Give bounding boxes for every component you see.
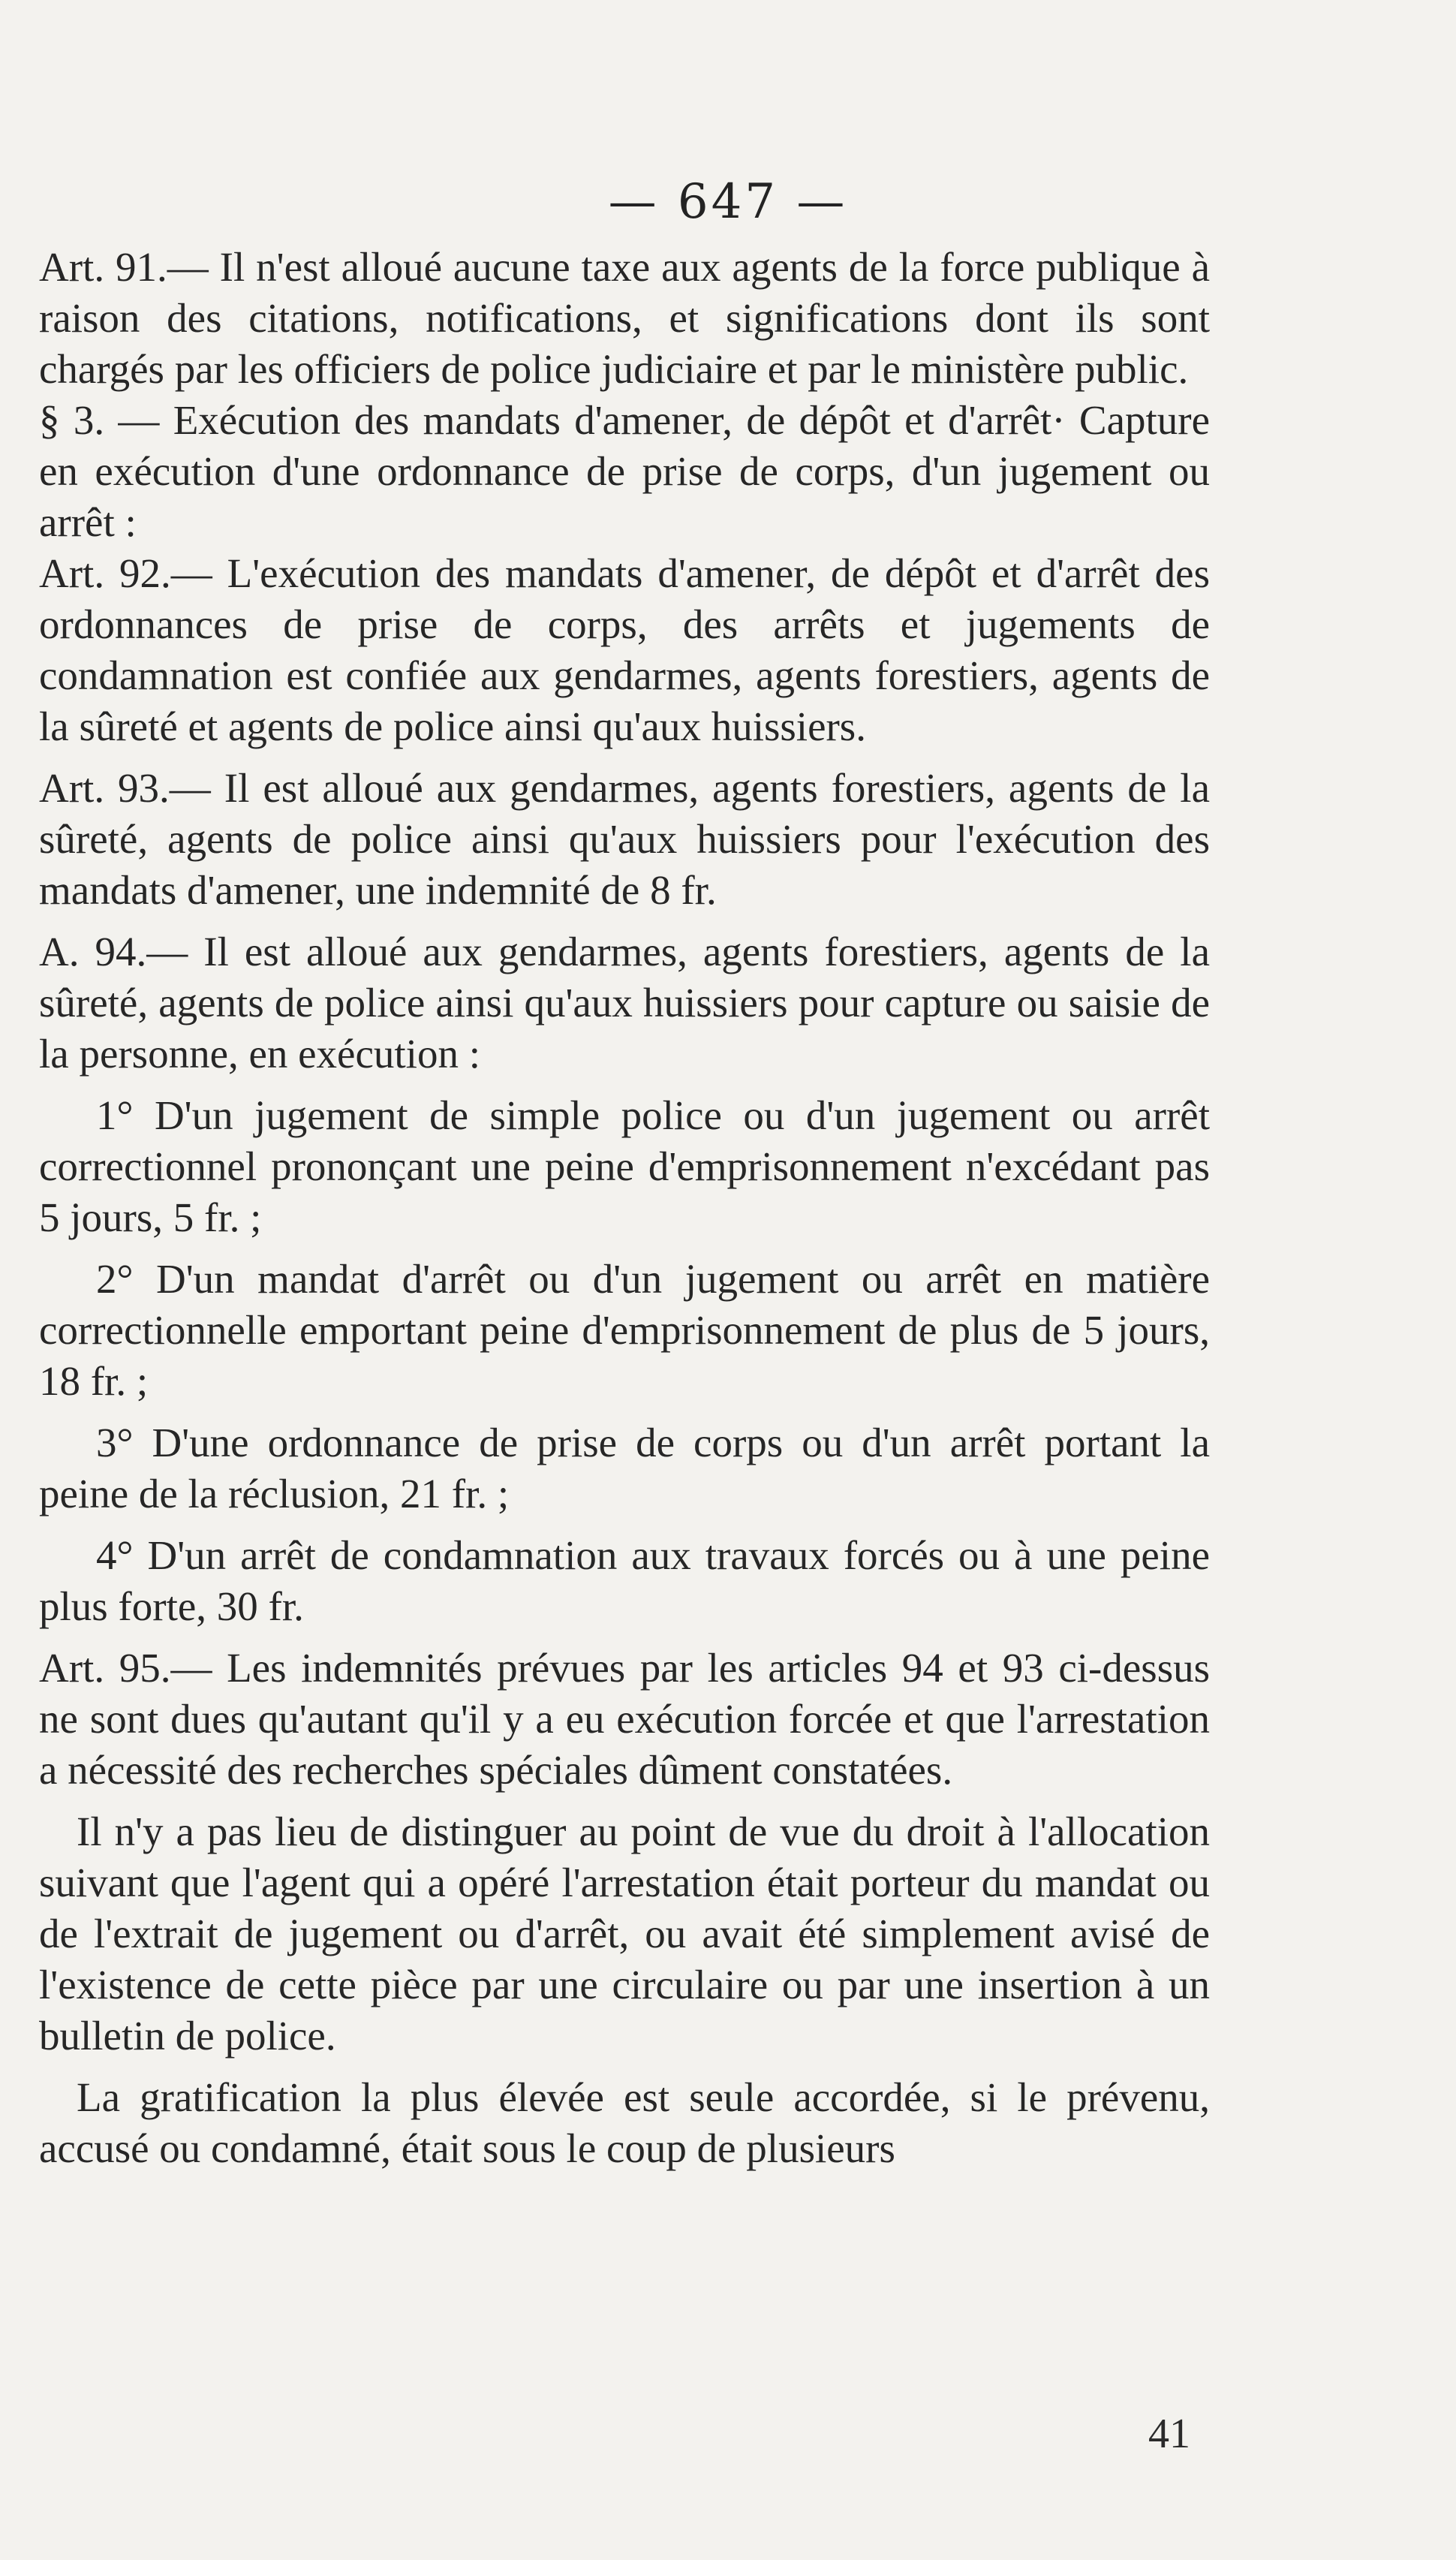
page-number: — 647 — — [608, 174, 848, 230]
paragraph-art-95: Art. 95.— Les indemnités prévues par les articles 94 et 93 ci-dessus ne sont dues qu'autant qu'il y a eu exécution forcée et que l'arrestation a nécessité des recherches spéciales dûment constatées. — [39, 1645, 1210, 1793]
paragraph-gratification: La gratification la plus élevée est seule accordée, si le prévenu, accusé ou condamné, était sous le coup de plusieurs — [39, 2074, 1210, 2171]
paragraph-art-93: Art. 93.— Il est alloué aux gendarmes, agents forestiers, agents de la sûreté, agents de police ainsi qu'aux huissiers pour l'exécution des mandats d'amener, une indemnité de 8 fr. — [39, 765, 1210, 913]
paragraph-item-2: 2° D'un mandat d'arrêt ou d'un jugement ou arrêt en matière correctionnelle emportant peine d'emprisonnement de plus de 5 jours, 18 fr. ; — [39, 1256, 1210, 1404]
paragraph-distinction: Il n'y a pas lieu de distinguer au point de vue du droit à l'allocation suivant que l'agent qui a opéré l'arrestation était porteur du mandat ou de l'extrait de jugement ou d'arrêt, ou avait été simplement avisé de l'existence de cette pièce par une circulaire ou par une insertion à un bulletin de police. — [39, 1809, 1210, 2059]
paragraph-section-3: § 3. — Exécution des mandats d'amener, de dépôt et d'arrêt· Capture en exécution d'une ordonnance de prise de corps, d'un jugement ou arrêt : — [39, 397, 1210, 545]
paragraph-item-1: 1° D'un jugement de simple police ou d'un jugement ou arrêt correctionnel prononçant une peine d'emprisonnement n'excédant pas 5 jours, 5 fr. ; — [39, 1092, 1210, 1240]
paragraph-item-3: 3° D'une ordonnance de prise de corps ou d'un arrêt portant la peine de la réclusion, 21 fr. ; — [39, 1420, 1210, 1516]
paragraph-art-91: Art. 91.— Il n'est alloué aucune taxe aux agents de la force publique à raison des citations, notifications, et significations dont ils sont chargés par les officiers de police judiciaire et par le ministère public. — [39, 244, 1210, 392]
paragraph-art-92: Art. 92.— L'exécution des mandats d'amener, de dépôt et d'arrêt des ordonnances de prise de corps, des arrêts et jugements de condamnation est confiée aux gendarmes, agents forestiers, agents de la sûreté et agents de police ainsi qu'aux huissiers. — [39, 550, 1210, 749]
body-text — [39, 242, 1210, 2174]
signature-mark: 41 — [1148, 2411, 1190, 2457]
paragraph-art-94: A. 94.— Il est alloué aux gendarmes, agents forestiers, agents de la sûreté, agents de police ainsi qu'aux huissiers pour capture ou saisie de la personne, en exécution : — [39, 929, 1210, 1077]
paragraph-item-4: 4° D'un arrêt de condamnation aux travaux forcés ou à une peine plus forte, 30 fr. — [39, 1532, 1210, 1629]
